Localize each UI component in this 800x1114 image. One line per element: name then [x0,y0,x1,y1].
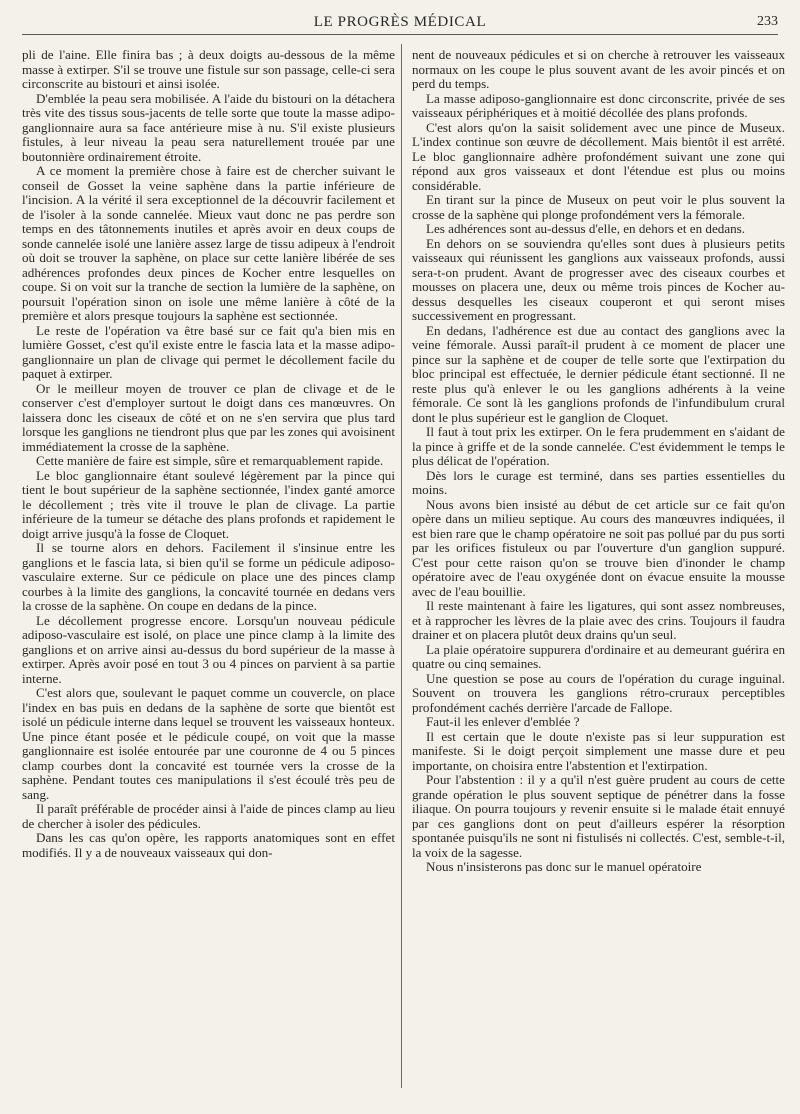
paragraph: En tirant sur la pince de Museux on peut voir le plus souvent la crosse de la saphène qui plonge profondément vers la fémorale. [412,192,785,222]
paragraph: Il paraît préférable de procéder ainsi à l'aide de pinces clamp au lieu de chercher à isoler des pédicules. [22,801,395,831]
running-header [22,12,778,35]
right-column [412,48,785,875]
paragraph: Les adhérences sont au-dessus d'elle, en dehors et en dedans. [426,221,746,236]
paragraph: Dans les cas qu'on opère, les rapports anatomiques sont en effet modifiés. Il y a de nouveaux vaisseaux qui don- [22,830,395,860]
paragraph: La plaie opératoire suppurera d'ordinaire et au demeurant guérira en quatre ou cinq semaines. [412,641,785,671]
paragraph: Dès lors le curage est terminé, dans ses parties essentielles du moins. [412,467,785,497]
paragraph: A ce moment la première chose à faire est de chercher suivant le conseil de Gosset la veine saphène dans la partie inférieure de l'incision. A la vérité il sera exceptionnel de la découvrir facilement et de l'isoler à la sonde cannelée. Mieux vaut donc ne pas perdre son temps en des tâtonnements inutiles et après avoir en deux coups de sonde cannelée isolé une lanière assez large de tissu adipeux à l'endroit où doit se trouver la saphène, on place sur cette lanière libérée de ses adhérences profondes deux pinces de Kocher entre lesquelles on coupe. Si on voit sur la tranche de section la lumière de la saphène, on poursuit l'opération sinon on isole une même lanière à côté de la première et alors presque toujours la saphène est sectionnée. [22,163,395,323]
paragraph: Faut-il les enlever d'emblée ? [426,714,580,729]
paragraph: Il reste maintenant à faire les ligatures, qui sont assez nombreuses, et à rapprocher les lèvres de la plaie avec des crins. Toujours il faudra drainer et on placera plutôt deux drains qu'un seul. [412,598,785,642]
paragraph: Or le meilleur moyen de trouver ce plan de clivage et de le conserver c'est d'employer surtout le doigt dans ces manœuvres. On laissera donc les ciseaux de côté et on ne s'en servira que plus tard lorsque les ganglions ne tiendront plus que par les zones qui avoisinent immédiatement la crosse de la saphène. [22,380,395,454]
paragraph: nent de nouveaux pédicules et si on cherche à retrouver les vaisseaux normaux on les coupe le plus souvent avant de les avoir pincés et on perd du temps. [412,47,785,91]
paragraph: Pour l'abstention : il y a qu'il n'est guère prudent au cours de cette grande opération le plus souvent septique de pénétrer dans la fosse iliaque. On pourra toujours y revenir ensuite si le malade était ennuyé par ces ganglions dont on peut d'ailleurs espérer la résorption spontanée puisqu'ils ne sont ni fistulisés ni collectés. C'est, semble-t-il, la voix de la sagesse. [412,772,785,860]
paragraph: Le bloc ganglionnaire étant soulevé légèrement par la pince qui tient le bout supérieur de la saphène sectionnée, l'index ganté amorce le décollement ; très vite il trouve le plan de clivage. La partie inférieure de la tumeur se détache des plans profonds et rapidement le doigt arrive jusqu'à la fosse de Cloquet. [22,467,395,541]
paragraph: Il est certain que le doute n'existe pas si leur suppuration est manifeste. Si le doigt perçoit simplement une masse dure et peu importante, on choisira entre l'abstention et l'extirpation. [412,728,785,773]
paragraph: Le décollement progresse encore. Lorsqu'un nouveau pédicule adiposo-vasculaire est isolé, on place une pince clamp à la limite des ganglions et on arrive ainsi au-dessus du bord supérieur de la masse à extirper. Après avoir posé en tout 3 ou 4 pinces on parvient à sa partie interne. [22,612,395,686]
paragraph: pli de l'aine. Elle finira bas ; à deux doigts au-dessous de la même masse à extirper. S'il se trouve une fistule sur son passage, celle-ci sera circonscrite au bistouri et ainsi isolée. [22,47,395,91]
left-column [22,48,395,860]
paragraph: D'emblée la peau sera mobilisée. A l'aide du bistouri on la détachera très vite des tissus sous-jacents de telle sorte que toute la masse adipo-ganglionnaire aura sa face antérieure mise à nu. S'il existe plusieurs fistules, à leur niveau la peau sera naturellement trouée par une boutonnière ordinairement étroite. [22,90,395,164]
paragraph: Le reste de l'opération va être basé sur ce fait qu'a bien mis en lumière Gosset, c'est qu'il existe entre le fascia lata et la masse adipo-ganglionnaire un plan de clivage qui permet le décollement facile du paquet à extirper. [22,322,395,381]
paragraph: En dehors on se souviendra qu'elles sont dues à plusieurs petits vaisseaux qui réunissent les ganglions aux vaisseaux profonds, aussi sera-t-on prudent. Avant de progresser avec des ciseaux courbes et mousses on placera une, deux ou même trois pinces de Kocher au-dessus desquelles les ciseaux couperont et qui seront mises successivement en progressant. [412,235,785,323]
paragraph: Cette manière de faire est simple, sûre et remarquablement rapide. [36,453,384,468]
paragraph: En dedans, l'adhérence est due au contact des ganglions avec la veine fémorale. Aussi paraît-il prudent à ce moment de placer une pince sur la saphène et de couper de telle sorte que l'extirpation du bloc principal est effectuée, le dernier pédicule étant sectionné. Il ne reste plus qu'à enlever le ou les ganglions adhérents à la veine fémorale. Ce sont là les ganglions profonds de l'infundibulum crural dont le plus supérieur est le ganglion de Cloquet. [412,322,785,425]
journal-title: LE PROGRÈS MÉDICAL [313,14,487,30]
paragraph: C'est alors qu'on la saisit solidement avec une pince de Museux. L'index continue son œuvre de décollement. Mais bientôt il est arrêté. Le bloc ganglionnaire adhère profondément suivant une zone qui répond aux gros vaisseaux et dont l'étendue est plus ou moins considérable. [412,119,785,193]
page-number: 233 [757,14,778,29]
paragraph: Nous n'insisterons pas donc sur le manuel opératoire [426,859,702,874]
paragraph: Une question se pose au cours de l'opération du curage inguinal. Souvent on trouvera les ganglions rétro-cruraux perceptibles profondément cachés derrière l'arcade de Fallope. [412,670,785,715]
paragraph: La masse adiposo-ganglionnaire est donc circonscrite, privée de ses vaisseaux périphériques et à moitié décollée des plans profonds. [412,90,785,120]
column-divider [401,44,402,1088]
paragraph: C'est alors que, soulevant le paquet comme un couvercle, on place l'index en bas puis en dedans de la saphène de sorte que bientôt est isolé un pédicule interne dans lequel se trouvent les vaisseaux honteux. Une pince étant posée et le pédicule coupé, on voit que la masse ganglionnaire est isolée entourée par une couronne de 4 ou 5 pinces clamp courbes dont la concavité est tournée vers la crosse de la saphène. Pendant toutes ces manipulations il s'est écoulé très peu de sang. [22,685,395,802]
paragraph: Nous avons bien insisté au début de cet article sur ce fait qu'on opère dans un milieu septique. Au cours des manœuvres indiquées, il est bien rare que le champ opératoire ne soit pas pollué par du pus sorti par les orifices fistuleux ou par l'ouverture d'un ganglion suppuré. C'est pour cette raison qu'on se trouve bien d'inonder le champ opératoire avec de l'eau oxygénée dont on évacue ensuite la mousse avec de l'eau bouillie. [412,496,785,599]
paragraph: Il faut à tout prix les extirper. On le fera prudemment en s'aidant de la pince à griffe et de la sonde cannelée. C'est évidemment le temps le plus délicat de l'opération. [412,424,785,468]
paragraph: Il se tourne alors en dehors. Facilement il s'insinue entre les ganglions et le fascia lata, si bien qu'il se forme un pédicule adiposo-vasculaire externe. Sur ce pédicule on place une des pinces clamp courbes à la limite des ganglions, la concavité tournée en dedans vers la crosse de la saphène. On coupe en dedans de la pince. [22,540,395,613]
